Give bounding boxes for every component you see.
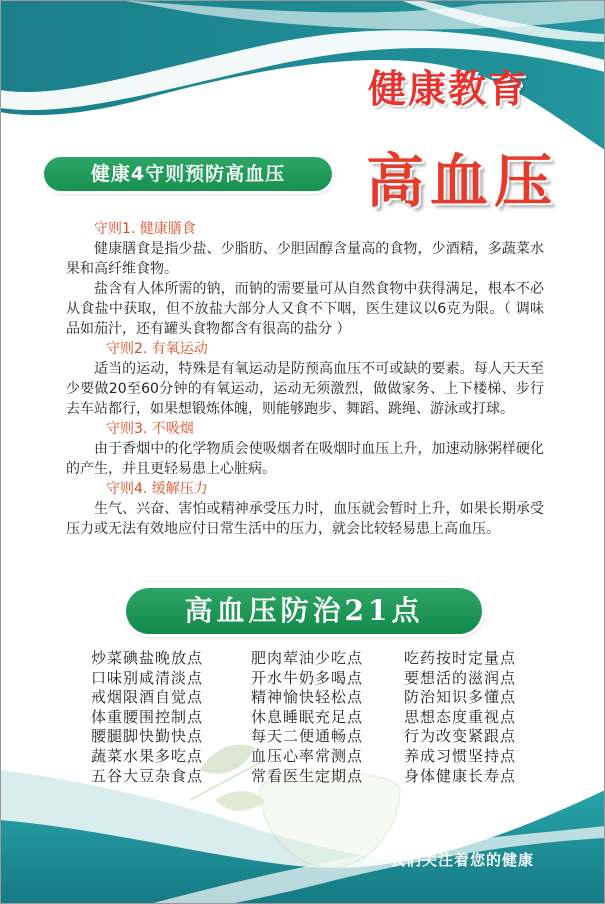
rule-4-title: 守则4. 缓解压力 [106,481,208,497]
rules-content [66,219,544,539]
rule-2-paragraph: 适当的运动，特殊是有氧运动是防预高血压不可或缺的要素。每人天天至少要做20至60分钟的有氧运动，运动无须激烈，做做家务、上下楼梯、步行去车站都行，如果想锻炼体魄，则能够跑步、舞蹈、跳绳、游泳或打球。 [66,361,544,417]
tip-item: 口味别咸清淡点 [91,668,204,687]
rule-1-paragraph-2: 盐含有人体所需的钠，而钠的需要量可从自然食物中获得满足，根本不必从食盐中获取，但不放盐大部分人又食不下咽，医生建议以6克为限。（ 调味品如茄汁，还有罐头食物都含有很高的盐分 ） [66,281,544,337]
title-health-education: 健康教育 [368,67,529,111]
footer-slogan: 我们关注着您的健康 [390,851,535,869]
tip-item: 血压心率常测点 [251,746,364,765]
tip-item: 身体健康长寿点 [404,766,517,785]
rule-1-title: 守则1. 健康膳食 [94,221,196,237]
tip-item: 思想态度重视点 [404,707,517,726]
tip-item: 开水牛奶多喝点 [251,668,364,687]
tip-item: 休息睡眠充足点 [251,707,364,726]
tip-item: 五谷大豆杂食点 [91,766,204,785]
rule-3-title: 守则3. 不吸烟 [106,421,194,437]
rule-4-paragraph: 生气、兴奋、害怕或精神承受压力时，血压就会暂时上升，如果长期承受压力或无法有效地应付日常生活中的压力，就会比较轻易患上高血压。 [66,501,544,537]
section-heading-21-points: 高血压防治21点 [126,588,482,634]
tip-item: 戒烟限酒自觉点 [91,688,204,707]
tip-item: 腰腿脚快勤快点 [91,727,204,746]
tip-item: 要想活的滋润点 [404,668,517,687]
section-heading-4-rules: 健康4守则预防高血压 [44,157,332,191]
tips-column-3 [404,649,516,786]
rule-2-title: 守则2. 有氧运动 [106,341,208,357]
tip-item: 每天二便通畅点 [251,727,364,746]
tips-column-2 [251,649,363,786]
tip-item: 常看医生定期点 [251,766,364,785]
tip-item: 蔬菜水果多吃点 [91,746,204,765]
tip-item: 精神愉快轻松点 [251,688,364,707]
tips-column-1 [91,649,203,786]
title-hypertension: 高血压 [366,147,559,215]
tip-item: 炒菜碘盐晚放点 [91,649,204,667]
tip-item: 养成习惯坚持点 [404,746,517,765]
tip-item: 肥肉荤油少吃点 [251,649,364,667]
tip-item: 吃药按时定量点 [404,649,517,667]
tip-item: 防治知识多懂点 [404,688,517,707]
rule-3-paragraph: 由于香烟中的化学物质会使吸烟者在吸烟时血压上升，加速动脉粥样硬化的产生，并且更轻易患上心脏病。 [66,441,544,477]
tip-item: 行为改变紧跟点 [404,727,517,746]
rule-1-paragraph-1: 健康膳食是指少盐、少脂肪、少胆固醇含量高的食物，少酒精，多蔬菜水果和高纤维食物。 [66,241,544,277]
tip-item: 体重腰围控制点 [91,707,204,726]
